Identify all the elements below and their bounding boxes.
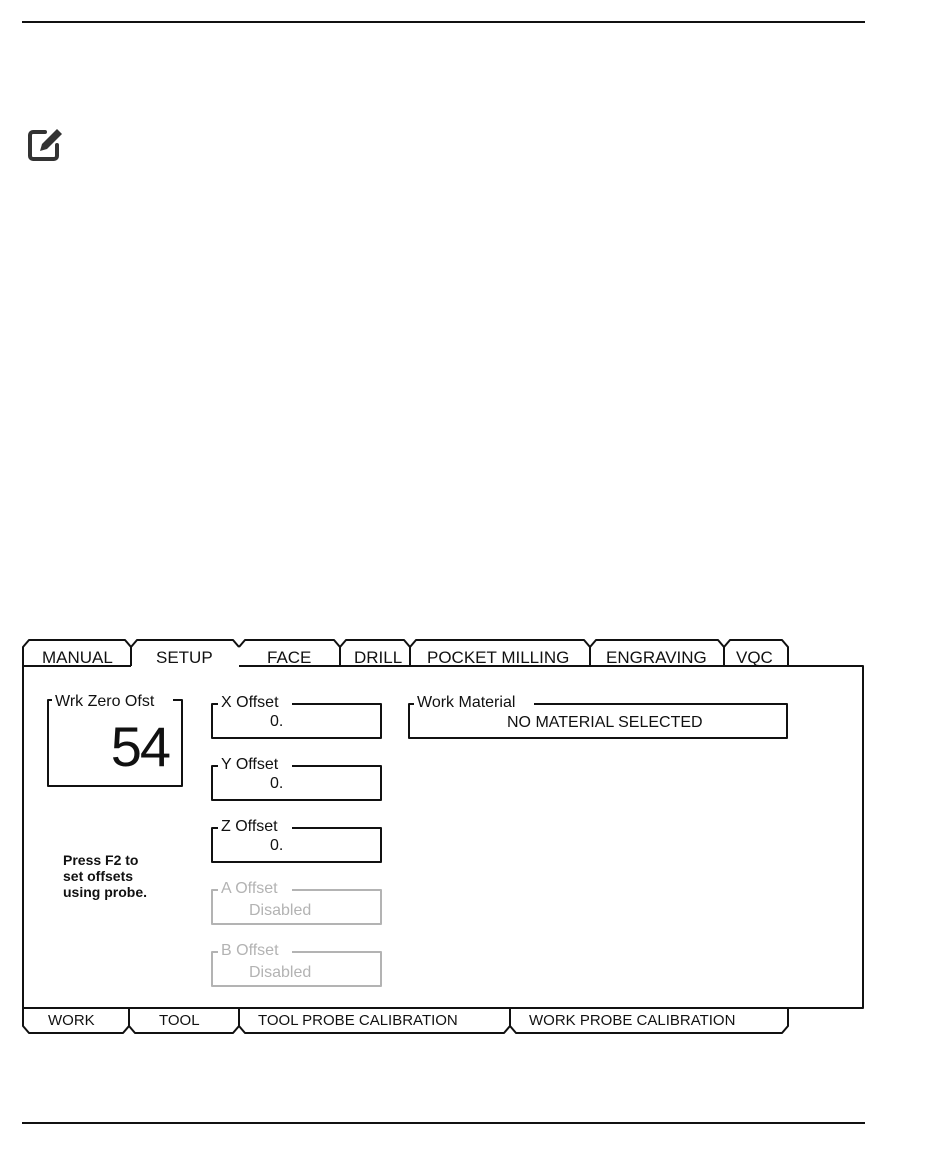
tab-manual[interactable]: MANUAL bbox=[42, 648, 113, 667]
y-offset-label: Y Offset bbox=[218, 757, 281, 773]
probe-help-text: Press F2 to set offsets using probe. bbox=[63, 852, 147, 900]
tab-engraving[interactable]: ENGRAVING bbox=[606, 648, 707, 667]
note-edit-icon bbox=[25, 126, 65, 164]
z-offset-value[interactable]: 0. bbox=[270, 837, 284, 854]
tab-tool-probe-calibration[interactable]: TOOL PROBE CALIBRATION bbox=[258, 1012, 458, 1029]
z-offset-label: Z Offset bbox=[218, 819, 281, 835]
a-offset-value: Disabled bbox=[249, 902, 312, 919]
work-material-label: Work Material bbox=[414, 695, 518, 711]
b-offset-label: B Offset bbox=[218, 943, 282, 959]
bottom-rule bbox=[22, 1122, 865, 1124]
tab-face[interactable]: FACE bbox=[267, 648, 312, 667]
a-offset-label: A Offset bbox=[218, 881, 281, 897]
y-offset-value[interactable]: 0. bbox=[270, 775, 284, 792]
tab-drill[interactable]: DRILL bbox=[354, 648, 403, 667]
x-offset-value[interactable]: 0. bbox=[270, 713, 284, 730]
tab-work[interactable]: WORK bbox=[48, 1012, 95, 1029]
tab-pocket-milling[interactable]: POCKET MILLING bbox=[427, 648, 570, 667]
tab-setup[interactable]: SETUP bbox=[156, 648, 213, 667]
top-rule bbox=[22, 21, 865, 23]
work-zero-offset-label: Wrk Zero Ofst bbox=[52, 694, 157, 710]
tab-tool[interactable]: TOOL bbox=[159, 1012, 200, 1029]
b-offset-value: Disabled bbox=[249, 964, 312, 981]
tab-work-probe-calibration[interactable]: WORK PROBE CALIBRATION bbox=[529, 1012, 736, 1029]
work-material-value[interactable]: NO MATERIAL SELECTED bbox=[507, 714, 703, 731]
x-offset-label: X Offset bbox=[218, 695, 282, 711]
tab-vqc[interactable]: VQC bbox=[736, 648, 773, 667]
haas-setup-screen bbox=[22, 634, 865, 1038]
work-zero-offset-value[interactable]: 54 bbox=[110, 715, 169, 778]
